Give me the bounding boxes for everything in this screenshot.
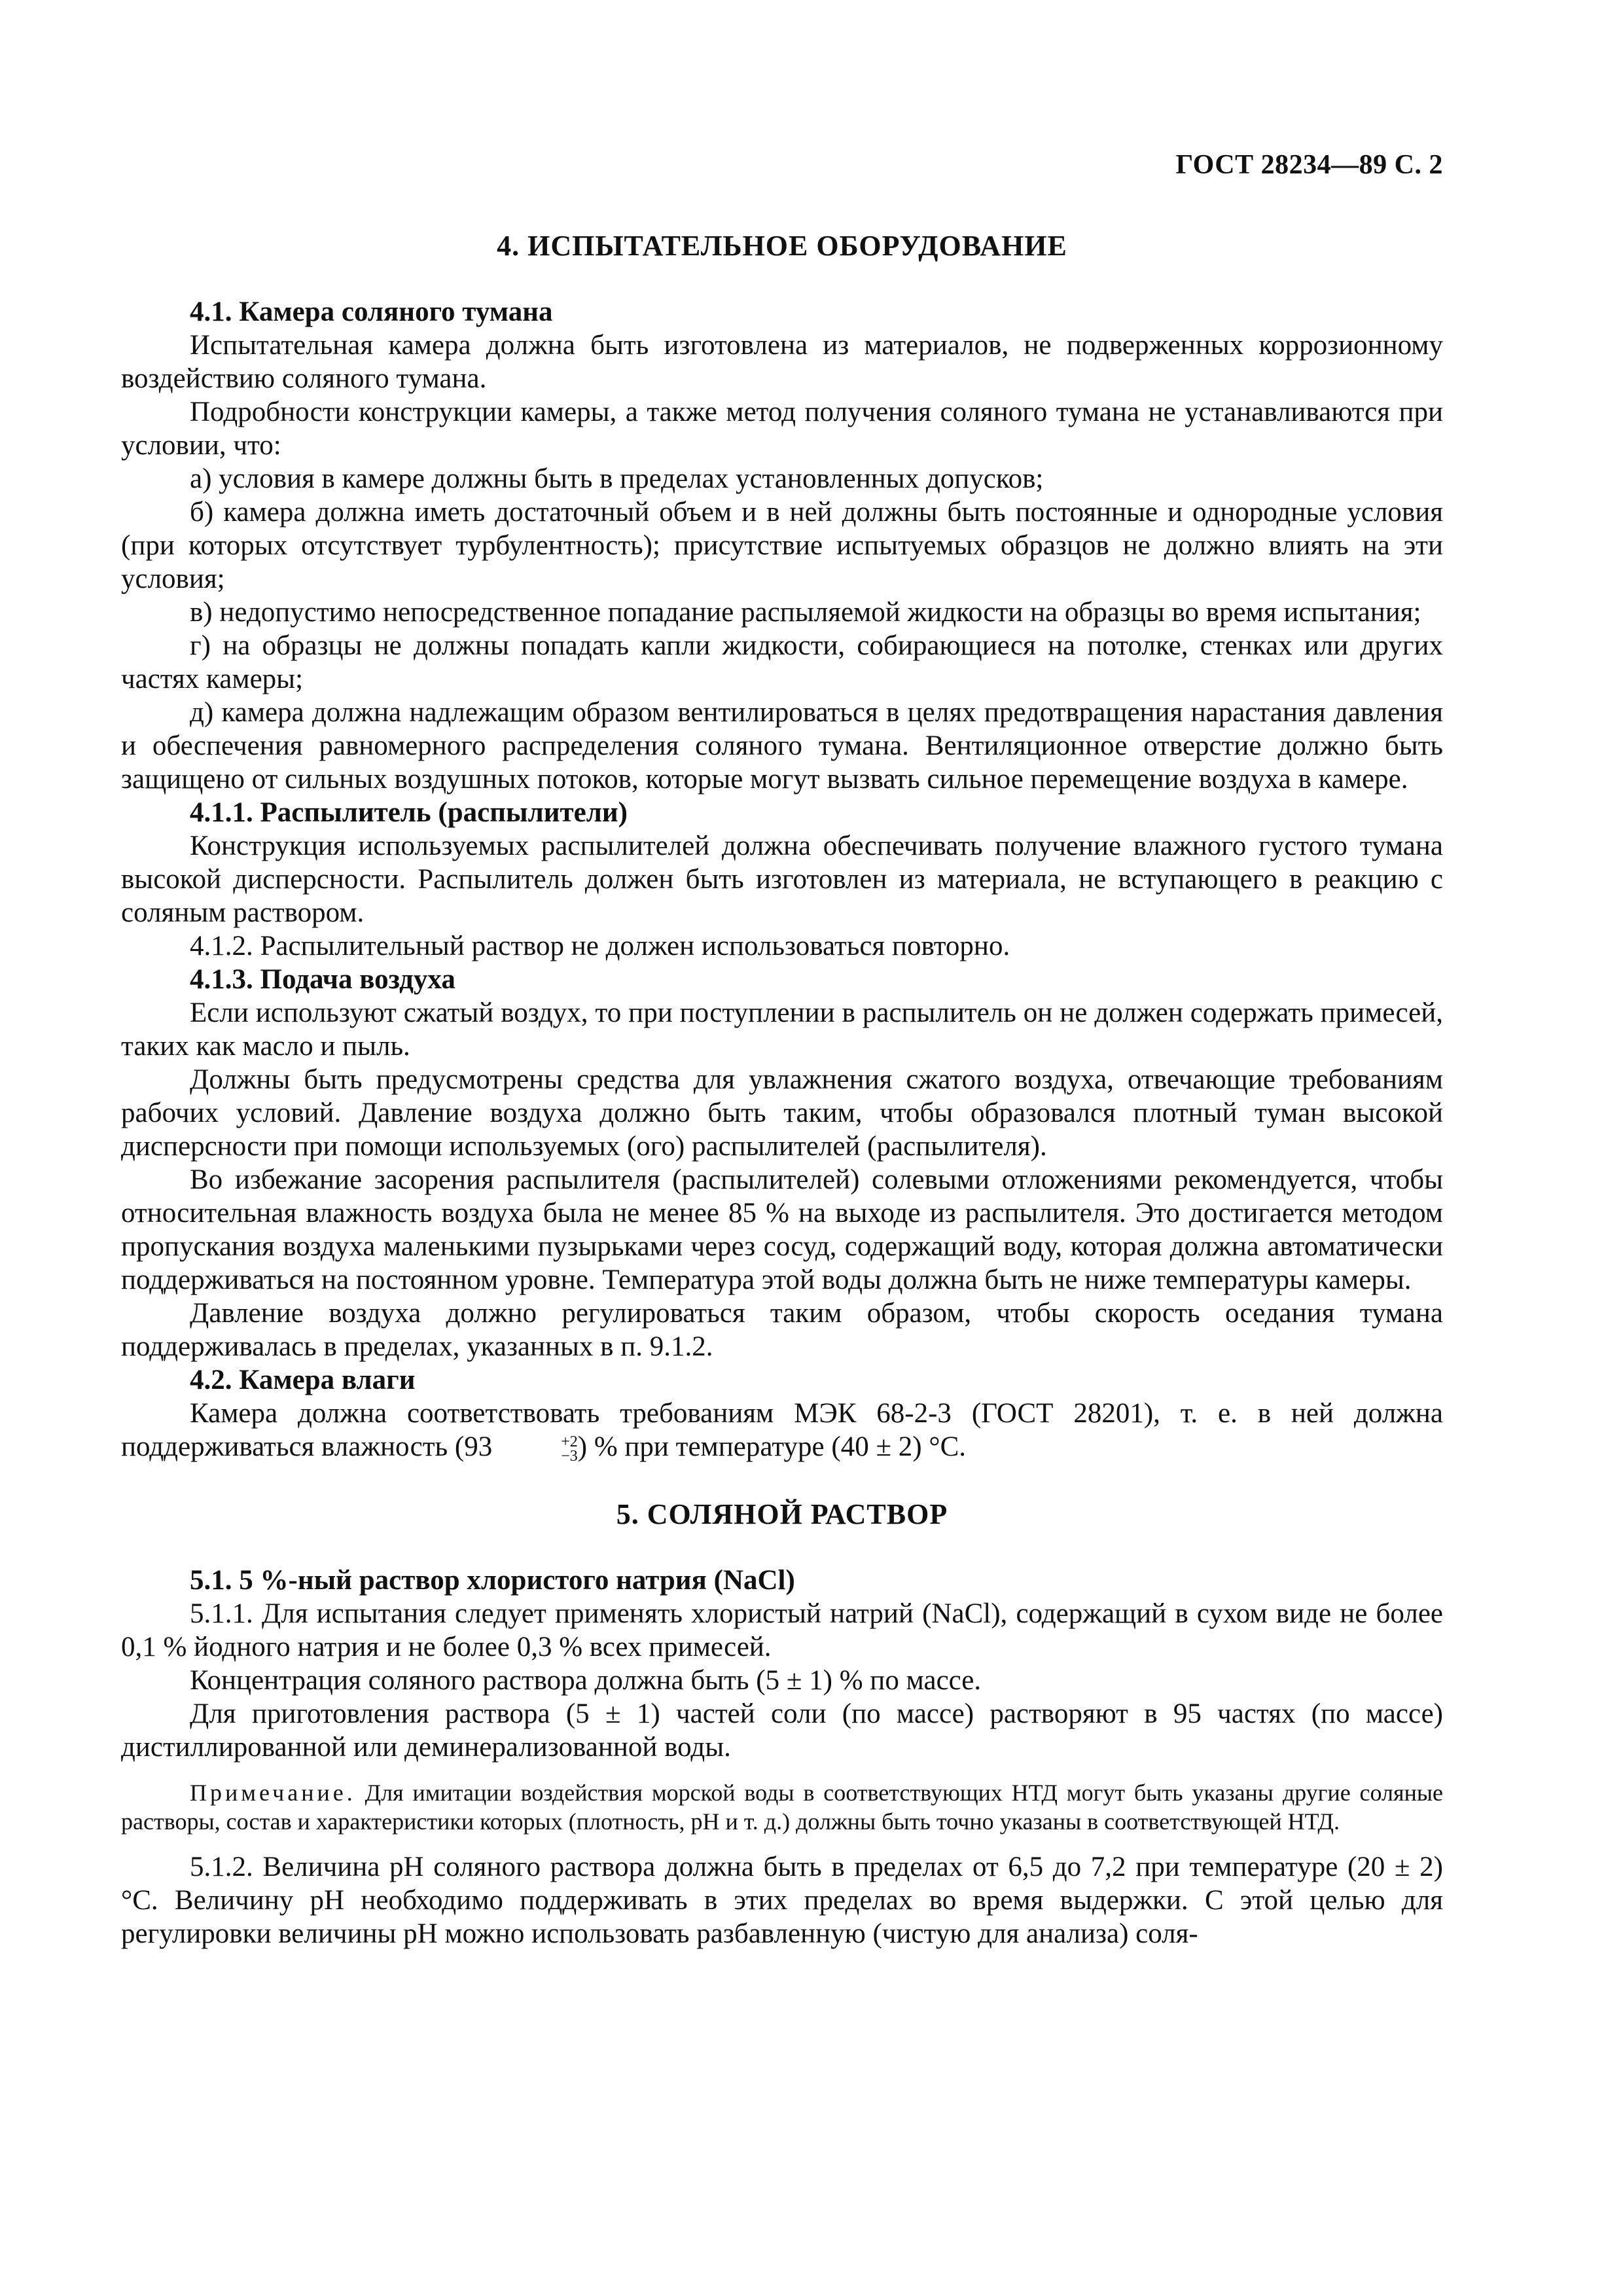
tolerance-lower: −3	[561, 1448, 578, 1465]
section-5-title: 5. СОЛЯНОЙ РАСТВОР	[616, 1498, 948, 1531]
paragraph: Конструкция используемых распылителей должна обеспечивать получение влажного густого тумана высокой дисперсности. Распылитель должен быть изготовлен из материала, не вступающего в реакцию с соляным раствором.	[121, 831, 1443, 928]
list-item-v: в) недопустимо непосредственное попадание распыляемой жидкости на образцы во время испытания;	[190, 597, 1421, 628]
clause-4-2-title: 4.2. Камера влаги	[190, 1365, 416, 1395]
paragraph: 5.1.2. Величина pH соляного раствора должна быть в пределах от 6,5 до 7,2 при температуре (20 ± 2) °С. Величину pH необходимо поддерживать в этих пределах во время выдержки. С этой целью для регулировки величины pH можно использовать разбавленную (чистую для анализа) соля-	[121, 1852, 1443, 1950]
note	[121, 1778, 1443, 1836]
list-item-b: б) камера должна иметь достаточный объем и в ней должны быть постоянные и однородные условия (при которых отсутствует турбулентность); присутствие испытуемых образцов не должно влиять на эти условия;	[121, 497, 1443, 594]
note-label: Примечание.	[190, 1780, 356, 1806]
list-item-d: д) камера должна надлежащим образом вентилироваться в целях предотвращения нарастания давления и обеспечения равномерного распределения соляного тумана. Вентиляционное отверстие должно быть защищено от сильных воздушных потоков, которые могут вызвать сильное перемещение воздуха в камере.	[121, 697, 1443, 795]
note-text: Для имитации воздействия морской воды в соответствующих НТД могут быть указаны другие соляные растворы, состав и характеристики которых (плотность, pH и т. д.) должны быть точно указаны в соответствующей НТД.	[121, 1780, 1443, 1835]
list-item-a: а) условия в камере должны быть в пределах установленных допусков;	[190, 463, 1044, 494]
paragraph-humidity	[121, 1397, 1443, 1463]
document-page	[121, 0, 1443, 2296]
paragraph: Во избежание засорения распылителя (распылителей) солевыми отложениями рекомендуется, чтобы относительная влажность воздуха была не менее 85 % на выходе из распылителя. Это достигается методом пропускания воздуха маленькими пузырьками через сосуд, содержащий воду, которая должна автоматически поддерживаться на постоянном уровне. Температура этой воды должна быть не ниже температуры камеры.	[121, 1164, 1443, 1295]
paragraph: 4.1.2. Распылительный раствор не должен использоваться повторно.	[190, 931, 1010, 961]
document-body	[121, 229, 1443, 1950]
paragraph: Давление воздуха должно регулироваться таким образом, чтобы скорость оседания тумана поддерживалась в пределах, указанных в п. 9.1.2.	[121, 1298, 1443, 1362]
clause-5-1-title: 5.1. 5 %-ный раствор хлористого натрия (NaCl)	[190, 1565, 795, 1596]
clause-4-1-1-title: 4.1.1. Распылитель (распылители)	[190, 797, 628, 828]
paragraph: Концентрация соляного раствора должна быть (5 ± 1) % по массе.	[190, 1665, 982, 1696]
paragraph: Должны быть предусмотрены средства для увлажнения сжатого воздуха, отвечающие требованиям рабочих условий. Давление воздуха должно быть таким, чтобы образовался плотный туман высокой дисперсности при помощи используемых (ого) распылителей (распылителя).	[121, 1064, 1443, 1162]
paragraph: Испытательная камера должна быть изготовлена из материалов, не подверженных коррозионному воздействию соляного тумана.	[121, 330, 1443, 394]
humidity-text-start: Камера должна соответствовать требованиям МЭК 68-2-3 (ГОСТ 28201), т. е. в ней должна поддерживаться влажность (93	[121, 1398, 1443, 1462]
paragraph: Для приготовления раствора (5 ± 1) частей соли (по массе) растворяют в 95 частях (по массе) дистиллированной или деминерализованной воды.	[121, 1698, 1443, 1763]
paragraph: Если используют сжатый воздух, то при поступлении в распылитель он не должен содержать примесей, таких как масло и пыль.	[121, 997, 1443, 1062]
section-4-title: 4. ИСПЫТАТЕЛЬНОЕ ОБОРУДОВАНИЕ	[497, 230, 1067, 262]
humidity-text-end: ) % при температуре (40 ± 2) °С.	[577, 1431, 966, 1462]
list-item-g: г) на образцы не должны попадать капли жидкости, собирающиеся на потолке, стенках или других частях камеры;	[121, 630, 1443, 694]
clause-4-1-3-title: 4.1.3. Подача воздуха	[190, 964, 455, 995]
tolerance-fraction	[492, 1435, 578, 1463]
paragraph: 5.1.1. Для испытания следует применять хлористый натрий (NaCl), содержащий в сухом виде не более 0,1 % йодного натрия и не более 0,3 % всех примесей.	[121, 1598, 1443, 1663]
tolerance-upper: +2	[561, 1433, 578, 1451]
page-header-ref: ГОСТ 28234—89 С. 2	[1175, 150, 1443, 180]
clause-4-1-title: 4.1. Камера соляного тумана	[190, 296, 553, 327]
paragraph: Подробности конструкции камеры, а также метод получения соляного тумана не устанавливаются при условии, что:	[121, 397, 1443, 461]
